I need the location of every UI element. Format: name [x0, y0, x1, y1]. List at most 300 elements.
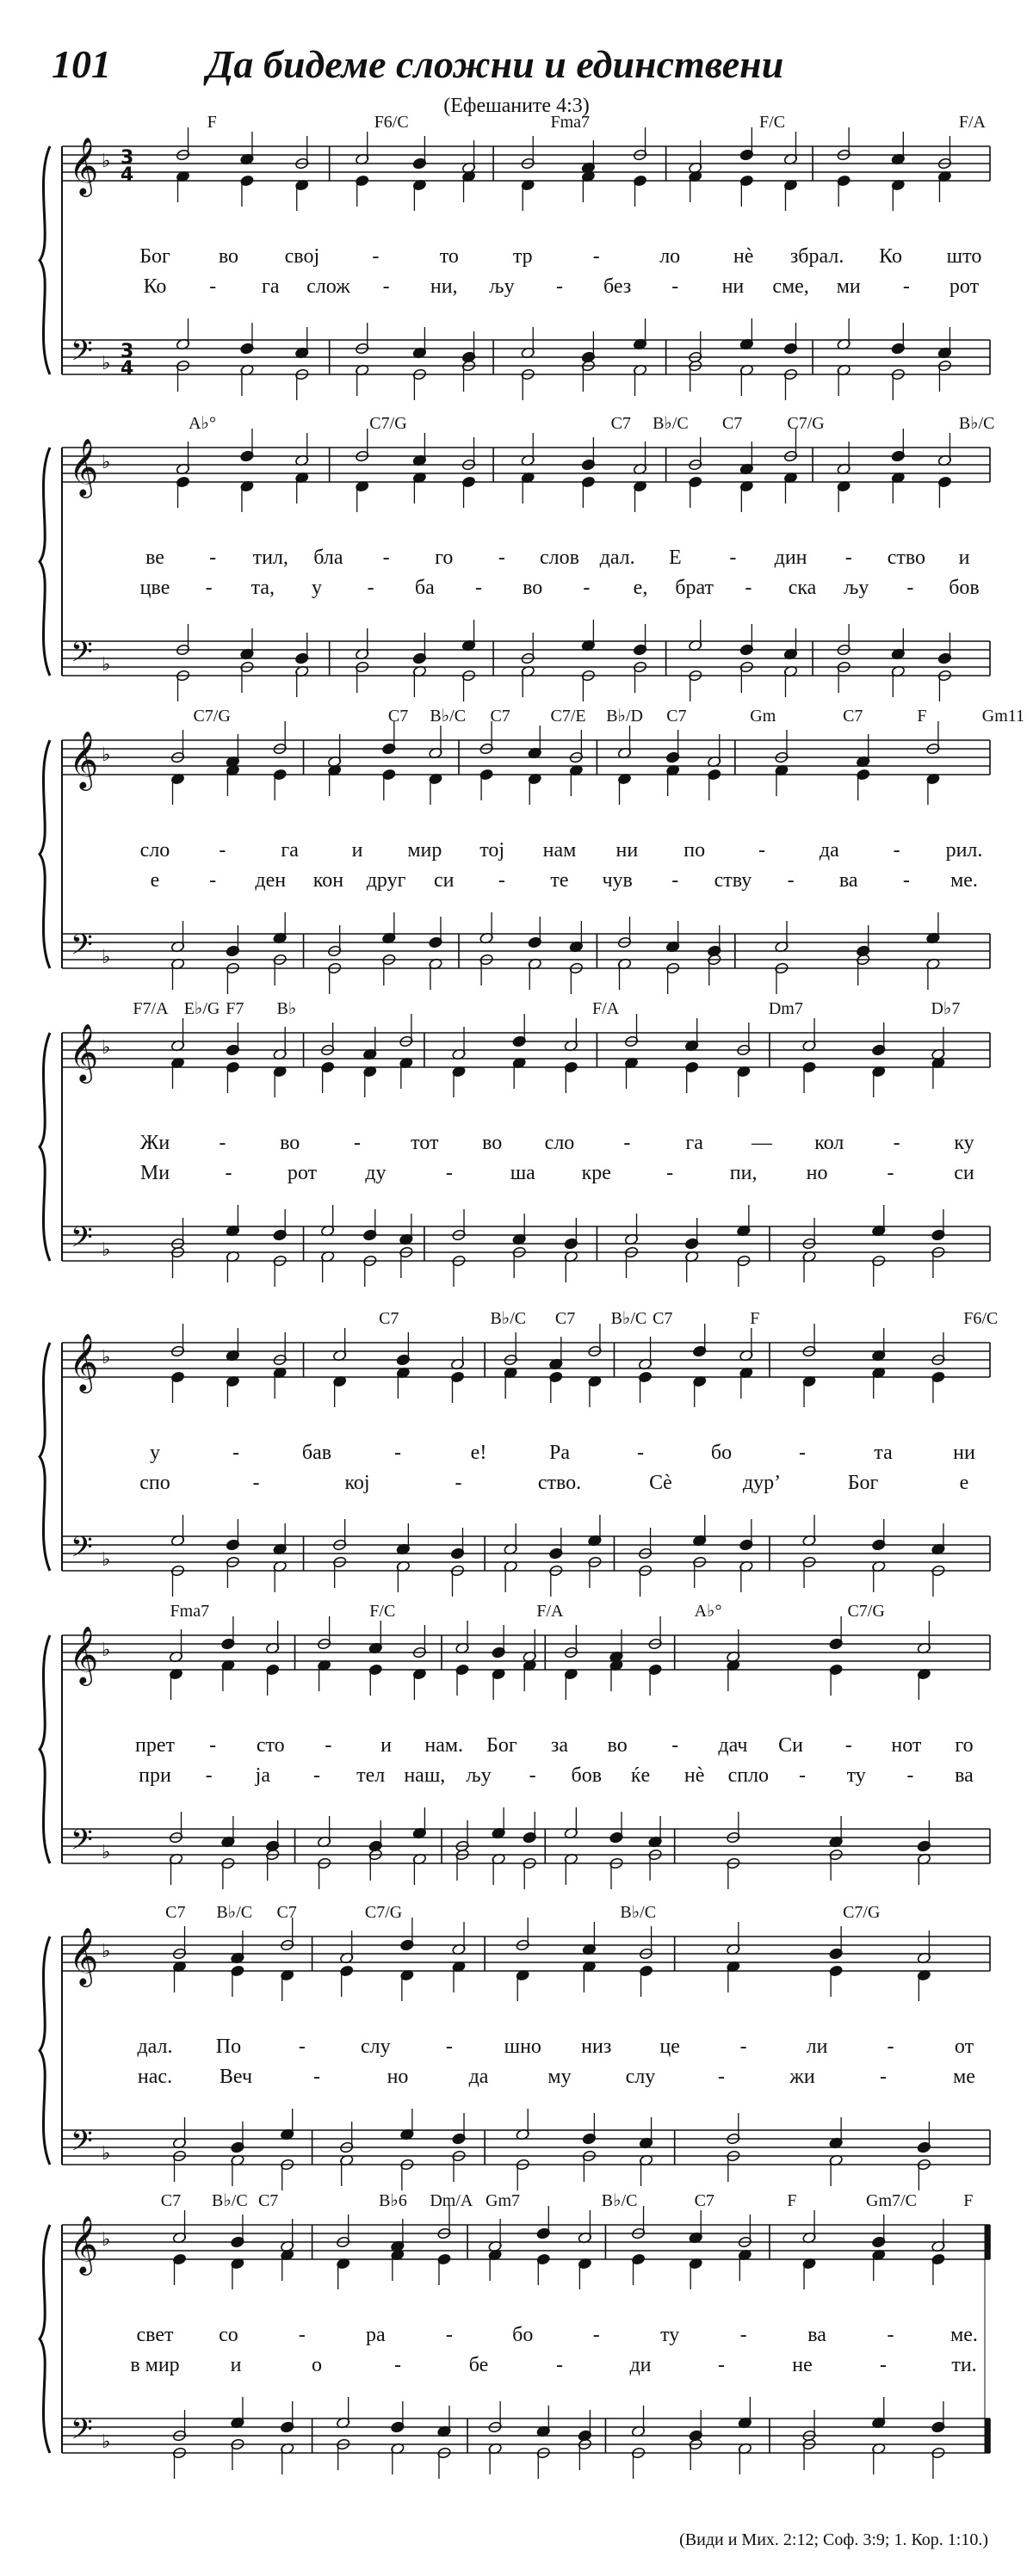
bass-clef: 𝄢 [71, 335, 93, 374]
lyric-verse-1: - [893, 1132, 900, 1154]
lyric-verse-1: ни [953, 1442, 975, 1464]
lyric-verse-2: си [954, 1162, 974, 1184]
lyric-verse-2: та, [251, 577, 275, 599]
lyric-verse-1: ство [887, 547, 926, 569]
lyric-verse-1: да [819, 839, 839, 862]
lyric-verse-1: - [844, 547, 852, 569]
scripture-reference: (Ефешаните 4:3) [443, 95, 590, 117]
key-signature-flat: ♭ [102, 2143, 111, 2165]
lyric-verse-2: - [671, 869, 679, 892]
lyric-verse-1: ра [366, 2324, 386, 2346]
lyric-verse-1: Бог [139, 245, 170, 268]
lyric-verse-2: ду [365, 1162, 387, 1184]
bass-clef: 𝄢 [71, 929, 93, 968]
lyric-verse-2: бе [468, 2354, 489, 2376]
lyric-verse-2: бов [571, 1764, 603, 1787]
lyric-verse-1: Ра [549, 1442, 570, 1464]
lyric-verse-1: - [298, 2035, 306, 2058]
lyric-verse-2: - [394, 2354, 401, 2376]
lyric-verse-2: - [445, 1162, 453, 1184]
treble-clef: 𝄞 [69, 1332, 99, 1391]
bass-clef: 𝄢 [71, 1221, 93, 1261]
lyric-verse-2: ска [788, 577, 817, 599]
lyric-verse-2: ме. [950, 869, 978, 892]
lyric-verse-1: прет [135, 1734, 175, 1757]
lyric-verse-1: - [799, 1442, 806, 1464]
lyric-verse-2: да [468, 2066, 489, 2088]
system-7 [40, 1903, 990, 2190]
lyric-verse-2: при [139, 1764, 171, 1787]
lyric-verse-2: о [312, 2354, 322, 2376]
treble-clef: 𝄞 [69, 1022, 99, 1081]
system-5 [40, 1309, 998, 1597]
lyric-verse-1: - [887, 2324, 894, 2346]
lyric-verse-1: свој [284, 245, 320, 268]
lyric-verse-1: - [354, 1132, 361, 1154]
lyric-verse-1: бав [301, 1442, 332, 1464]
lyric-verse-2: е [959, 1472, 969, 1494]
chord-symbol: F/A [536, 1602, 564, 1621]
lyric-verse-2: Ми [139, 1162, 170, 1184]
chord-symbol: B♭/C [610, 1309, 647, 1328]
key-signature-flat: ♭ [102, 353, 111, 374]
footnote: (Види и Мих. 2:12; Соф. 3:9; 1. Кор. 1:10.) [679, 2530, 988, 2549]
lyric-verse-1: - [844, 1734, 852, 1757]
lyric-verse-1: шно [504, 2035, 541, 2058]
chord-symbol: C7/G [787, 414, 825, 433]
lyric-verse-1: мир [407, 839, 442, 862]
lyric-verse-1: во [482, 1132, 503, 1154]
lyric-verse-2: рот [287, 1162, 317, 1184]
lyric-verse-2: ство. [537, 1472, 582, 1494]
treble-clef: 𝄞 [69, 2215, 99, 2273]
system-brace [40, 1635, 50, 1863]
lyric-verse-1: кол [814, 1132, 844, 1154]
lyric-verse-2: слу [625, 2066, 656, 2088]
chord-symbol: B♭/C [212, 2191, 248, 2210]
chord-symbol: F [917, 707, 927, 726]
lyric-verse-1: нам. [424, 1734, 464, 1757]
chord-symbol: B♭/C [216, 1903, 253, 1922]
lyric-verse-1: - [498, 547, 505, 569]
chord-symbol: B♭/C [601, 2191, 638, 2210]
lyric-verse-1: тил, [252, 547, 288, 569]
time-signature-bottom: 4 [121, 358, 134, 380]
lyric-verse-1: дач [718, 1734, 748, 1757]
lyric-verse-2: ству [714, 869, 752, 892]
lyric-verse-1: - [372, 245, 380, 268]
key-signature-flat: ♭ [102, 1941, 111, 1962]
lyric-verse-2: спо [139, 1472, 170, 1494]
lyric-verse-2: брат [675, 577, 714, 599]
lyric-verse-1: нот [891, 1734, 922, 1757]
lyric-verse-1: Жи [139, 1132, 170, 1154]
lyric-verse-2: - [556, 2354, 563, 2376]
lyric-verse-1: Бог [486, 1734, 517, 1757]
chord-symbol: B♭/D [606, 707, 643, 726]
treble-clef: 𝄞 [69, 730, 99, 788]
lyric-verse-2: - [799, 1764, 806, 1787]
lyric-verse-2: ша [510, 1162, 535, 1184]
chord-symbol: C7/G [843, 1903, 881, 1922]
lyric-verse-1: и [351, 839, 363, 862]
system-1 [40, 113, 990, 400]
chord-symbol: B♭ [276, 999, 297, 1018]
chord-symbol: F/A [592, 999, 620, 1018]
lyric-verse-1: го [435, 547, 454, 569]
lyric-verse-2: кре [581, 1162, 611, 1184]
chord-symbol: C7 [554, 1309, 576, 1328]
lyric-verse-1: во [280, 1132, 300, 1154]
treble-clef: 𝄞 [69, 1625, 99, 1683]
chord-symbol: F7/A [133, 999, 169, 1018]
bass-clef: 𝄢 [71, 636, 93, 676]
lyric-verse-2: Веч [219, 2066, 253, 2088]
key-signature-flat: ♭ [102, 1549, 111, 1571]
lyric-verse-1: та [874, 1442, 893, 1464]
lyric-verse-2: ни [721, 275, 745, 298]
lyric-verse-2: ва [838, 869, 858, 892]
lyric-verse-2: Бог [847, 1472, 879, 1494]
lyric-verse-2: е [150, 869, 160, 892]
lyric-verse-2: - [455, 1472, 462, 1494]
lyric-verse-2: - [209, 869, 217, 892]
chord-symbol: B♭/C [958, 414, 995, 433]
lyric-verse-2: - [880, 2066, 887, 2088]
lyric-verse-1: ли [806, 2035, 828, 2058]
bass-clef: 𝄢 [71, 1824, 93, 1863]
lyric-verse-1: - [209, 1734, 217, 1757]
chord-symbol: C7 [165, 1903, 186, 1922]
lyric-verse-2: кон [312, 869, 344, 892]
lyric-verse-1: во [607, 1734, 628, 1757]
lyric-verse-1: - [893, 839, 900, 862]
key-signature-flat: ♭ [102, 151, 111, 172]
chord-symbol: B♭/C [490, 1309, 527, 1328]
chord-symbol: C7 [160, 2191, 182, 2210]
lyric-verse-1: слу [361, 2035, 391, 2058]
chord-symbol: C7/E [550, 707, 586, 726]
treble-clef: 𝄞 [69, 437, 99, 496]
lyric-verse-1: за [550, 1734, 569, 1757]
lyric-verse-1: дал. [599, 547, 635, 569]
lyric-verse-2: - [225, 1162, 232, 1184]
hymn-number: 101 [52, 42, 111, 86]
lyric-verse-1: По [215, 2035, 242, 2058]
chord-symbol: C7 [610, 414, 631, 433]
lyric-verse-1: ку [954, 1132, 974, 1154]
key-signature-flat: ♭ [102, 654, 111, 676]
lyric-verse-2: - [313, 1764, 320, 1787]
chord-symbol: C7 [387, 707, 409, 726]
lyric-verse-2: - [902, 869, 910, 892]
lyric-verse-2: у [312, 577, 322, 599]
chord-symbol: F/C [759, 113, 786, 132]
lyric-verse-1: нам [542, 839, 577, 862]
system-brace [40, 448, 50, 676]
lyric-verse-1: сло [544, 1132, 575, 1154]
key-signature-flat: ♭ [102, 947, 111, 968]
lyric-verse-1: и [380, 1734, 392, 1757]
lyric-verse-1: во [218, 245, 239, 268]
chord-symbol: C7/G [193, 707, 231, 726]
lyric-verse-2: Сè [649, 1472, 672, 1494]
lyric-verse-1: ве [145, 547, 164, 569]
lyric-verse-1: свет [136, 2324, 174, 2346]
lyric-verse-1: - [758, 839, 765, 862]
chord-symbol: F [207, 113, 217, 132]
lyric-verse-2: ти. [951, 2354, 977, 2376]
chord-symbol: C7 [276, 1903, 297, 1922]
system-3 [40, 707, 1024, 994]
chord-symbol: C7 [257, 2191, 279, 2210]
chord-symbol: C7/G [364, 1903, 403, 1922]
key-signature-flat: ♭ [102, 1037, 111, 1059]
lyric-verse-1: бо [512, 2324, 534, 2346]
chord-symbol: C7 [694, 2191, 714, 2210]
key-signature-flat: ♭ [102, 2229, 111, 2251]
lyric-verse-2: љу [466, 1764, 492, 1787]
chord-symbol: B♭6 [379, 2191, 407, 2210]
lyric-verse-2: - [252, 1472, 260, 1494]
system-6 [40, 1602, 990, 1889]
chord-symbol: A♭° [694, 1602, 722, 1621]
lyric-verse-2: - [382, 275, 390, 298]
chord-symbol: Dm/A [430, 2191, 473, 2210]
chord-symbol: E♭/G [183, 999, 220, 1018]
lyric-verse-2: - [367, 577, 374, 599]
chord-symbol: Dm7 [768, 999, 803, 1018]
lyric-verse-2: дур’ [742, 1472, 782, 1494]
lyric-verse-2: - [498, 869, 505, 892]
system-brace [40, 1033, 50, 1261]
time-signature-top: 3 [121, 341, 134, 362]
lyric-verse-1: у [150, 1442, 160, 1464]
lyric-verse-2: слож [306, 275, 350, 298]
lyric-verse-2: рот [949, 275, 980, 298]
lyric-verse-1: е! [470, 1442, 487, 1464]
lyric-verse-1: по [684, 839, 706, 862]
lyric-verse-2: нè [684, 1764, 705, 1787]
final-barline [985, 2225, 990, 2259]
chord-symbol: Gm [750, 707, 776, 726]
lyric-verse-1: ни [615, 839, 639, 862]
lyric-verse-1: от [954, 2035, 974, 2058]
chord-symbol: F [787, 2191, 797, 2210]
lyric-verse-2: тел [356, 1764, 386, 1787]
lyric-verse-2: си [433, 869, 455, 892]
chord-symbol: C7 [490, 707, 510, 726]
lyric-verse-1: дал. [137, 2035, 173, 2058]
lyric-verse-1: го [955, 1734, 974, 1757]
lyric-verse-2: љу [843, 577, 869, 599]
chord-symbol: C7/G [847, 1602, 885, 1621]
lyric-verse-2: пи, [729, 1162, 758, 1184]
chord-symbol: C7 [721, 414, 743, 433]
lyric-verse-1: - [298, 2324, 306, 2346]
chord-symbol: C7 [653, 1309, 673, 1328]
lyric-verse-2: - [887, 1162, 894, 1184]
lyric-verse-2: - [718, 2066, 725, 2088]
lyric-verse-2: е, [633, 577, 648, 599]
lyric-verse-2: - [671, 275, 679, 298]
lyric-verse-2: во [523, 577, 543, 599]
lyric-verse-1: со [219, 2324, 238, 2346]
lyric-verse-2: жи [789, 2066, 815, 2088]
time-signature-top: 3 [121, 147, 134, 169]
chord-symbol: C7 [666, 707, 687, 726]
chord-symbol: B♭/C [430, 707, 467, 726]
lyric-verse-2: не [792, 2354, 813, 2376]
lyric-verse-2: ни, [430, 275, 458, 298]
lyric-verse-2: сме, [772, 275, 809, 298]
lyric-verse-2: - [666, 1162, 674, 1184]
lyric-verse-1: ло [659, 245, 681, 268]
system-8 [40, 2191, 990, 2479]
lyric-verse-2: но [806, 1162, 828, 1184]
chord-symbol: F6/C [374, 113, 409, 132]
chord-symbol: B♭/C [620, 1903, 657, 1922]
lyric-verse-2: цве [139, 577, 170, 599]
chord-symbol: F7 [226, 999, 244, 1018]
lyric-verse-2: ди [629, 2354, 652, 2376]
lyric-verse-2: спло [727, 1764, 770, 1787]
hymn-title: Да бидеме сложни и единствени [207, 42, 784, 86]
lyric-verse-1: - [592, 2324, 600, 2346]
lyric-verse-2: друг [366, 869, 406, 892]
lyric-verse-2: - [902, 275, 910, 298]
lyric-verse-2: бов [949, 577, 980, 599]
lyric-verse-2: љу [489, 275, 515, 298]
lyric-verse-2: - [475, 577, 482, 599]
lyric-verse-2: нас. [137, 2066, 173, 2088]
lyric-verse-1: - [671, 1734, 679, 1757]
lyric-verse-1: бла [313, 547, 343, 569]
chord-symbol: F [963, 2191, 974, 2210]
lyric-verse-2: без [603, 275, 632, 298]
lyric-verse-2: в мир [130, 2354, 180, 2376]
lyric-verse-1: збрал. [789, 245, 844, 268]
system-brace [40, 146, 50, 374]
lyric-verse-1: га [685, 1132, 703, 1154]
lyric-verse-2: - [718, 2354, 725, 2376]
bass-clef: 𝄢 [71, 2413, 93, 2453]
lyric-verse-2: - [906, 1764, 914, 1787]
time-signature-bottom: 4 [121, 164, 134, 186]
chord-symbol: A♭° [189, 414, 216, 433]
lyric-verse-2: му [547, 2066, 572, 2088]
lyric-verse-2: - [205, 577, 213, 599]
lyric-verse-1: бо [710, 1442, 733, 1464]
lyric-verse-1: сло [139, 839, 170, 862]
key-signature-flat: ♭ [102, 1640, 111, 1661]
lyric-verse-1: це [659, 2035, 680, 2058]
lyric-verse-1: тој [479, 839, 505, 862]
lyric-verse-1: дин [774, 547, 807, 569]
lyric-verse-2: - [880, 2354, 887, 2376]
key-signature-flat: ♭ [102, 1239, 111, 1261]
lyric-verse-1: слов [540, 547, 579, 569]
lyric-verse-2: ми [836, 275, 861, 298]
lyric-verse-2: - [787, 869, 795, 892]
lyric-verse-1: - [445, 2035, 453, 2058]
lyric-verse-2: ту [846, 1764, 866, 1787]
lyric-verse-1: тр [512, 245, 533, 268]
lyric-verse-1: Си [778, 1734, 804, 1757]
lyric-verse-1: ме. [950, 2324, 978, 2346]
lyric-verse-1: - [592, 245, 600, 268]
chord-symbol: F6/C [963, 1309, 999, 1328]
chord-symbol: Fma7 [170, 1602, 210, 1621]
lyric-verse-2: - [745, 577, 752, 599]
system-brace [40, 1937, 50, 2165]
key-signature-flat: ♭ [102, 2431, 111, 2453]
system-brace [40, 2225, 50, 2453]
chord-symbol: F/C [369, 1602, 396, 1621]
lyric-verse-1: - [325, 1734, 332, 1757]
lyric-verse-1: и [958, 547, 970, 569]
lyric-verse-2: наш, [404, 1764, 446, 1787]
lyric-verse-2: но [387, 2066, 409, 2088]
lyric-verse-2: те [550, 869, 569, 892]
lyric-verse-1: га [281, 839, 299, 862]
chord-symbol: Fma7 [550, 113, 591, 132]
lyric-verse-2: Ко [143, 275, 167, 298]
bass-clef: 𝄢 [71, 1531, 93, 1571]
chord-symbol: B♭/C [653, 414, 689, 433]
chord-symbol: Gm7 [486, 2191, 521, 2210]
system-2 [40, 414, 995, 701]
lyric-verse-1: - [739, 2324, 747, 2346]
lyric-verse-2: ва [955, 1764, 974, 1787]
chord-symbol: Gm11 [981, 707, 1025, 726]
system-brace [40, 1343, 50, 1571]
key-signature-flat: ♭ [102, 744, 111, 766]
lyric-verse-1: сто [256, 1734, 285, 1757]
lyric-verse-2: ден [255, 869, 287, 892]
lyric-verse-2: ме [953, 2066, 975, 2088]
lyric-verse-1: - [219, 1132, 226, 1154]
lyric-verse-2: - [205, 1764, 213, 1787]
key-signature-flat: ♭ [102, 1347, 111, 1368]
key-signature-flat: ♭ [102, 452, 111, 473]
lyric-verse-1: што [946, 245, 982, 268]
lyric-verse-1: - [739, 2035, 747, 2058]
lyric-verse-1: - [623, 1132, 631, 1154]
lyric-verse-1: низ [581, 2035, 612, 2058]
lyric-verse-1: - [445, 2324, 453, 2346]
lyric-verse-1: Ко [879, 245, 902, 268]
lyric-verse-1: - [382, 547, 390, 569]
lyric-verse-2: ба [414, 577, 435, 599]
lyric-verse-2: - [556, 275, 563, 298]
lyric-verse-1: - [232, 1442, 239, 1464]
lyric-verse-1: — [752, 1132, 772, 1154]
lyric-verse-1: - [887, 2035, 894, 2058]
system-brace [40, 740, 50, 968]
lyric-verse-2: кој [344, 1472, 370, 1494]
bass-clef: 𝄢 [71, 2125, 93, 2165]
chord-symbol: C7 [843, 707, 863, 726]
lyric-verse-1: - [729, 547, 737, 569]
lyric-verse-2: ќе [630, 1764, 651, 1787]
lyric-verse-1: - [209, 547, 217, 569]
lyric-verse-1: тот [411, 1132, 439, 1154]
lyric-verse-2: - [906, 577, 914, 599]
system-4 [40, 999, 990, 1287]
lyric-verse-1: - [219, 839, 226, 862]
lyric-verse-2: га [262, 275, 280, 298]
